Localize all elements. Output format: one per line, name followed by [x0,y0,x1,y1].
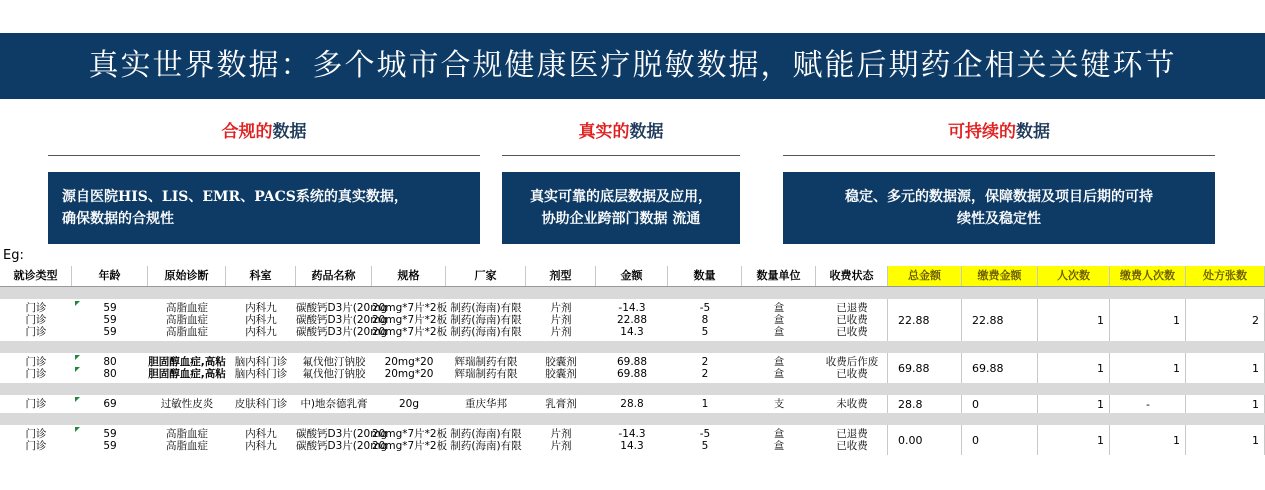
group-separator [0,383,1265,395]
table-cell: 门诊 [25,368,47,380]
table-cell: 5 [701,440,709,452]
table-cell: 未收费 [836,398,868,410]
table-cell: 高脂血症 [166,326,208,338]
table-cell: 片剂 [550,440,572,452]
table-cell: 高脂血症 [166,440,208,452]
table-cell: 已收费 [836,314,868,326]
grid-line [1185,299,1186,341]
column-header-visits: 人次数 [1038,266,1110,286]
aggregate-cell: 1 [1097,433,1104,447]
table-cell: 碳酸钙D3片(20mg [296,314,388,326]
table-cell: 已退费 [836,428,868,440]
table-cell: 制药(海南)有限 [450,428,522,440]
table-cell: 20mg*7片*2板 [372,326,448,338]
table-cell: 20mg*7片*2板 [372,314,448,326]
table-cell: 22.88 [616,314,648,326]
table-cell: 碳酸钙D3片(20mg [296,302,388,314]
aggregate-cell: 69.88 [898,361,930,375]
example-data-table [0,266,1265,476]
description-line: 稳定、多元的数据源，保障数据及项目后期的可持 [845,189,1153,205]
aggregate-cell: 0 [972,397,979,411]
column-header-visit-type: 就诊类型 [0,266,72,286]
table-cell: 脑内科门诊 [234,356,288,368]
table-cell: 门诊 [25,356,47,368]
grid-line [961,299,962,341]
table-cell: 内科九 [245,302,277,314]
table-cell: 制药(海南)有限 [450,440,522,452]
table-cell: 支 [773,398,785,410]
table-cell: 59 [103,302,117,314]
description-line: 确保数据的合规性 [62,211,174,227]
aggregate-cell: 22.88 [972,313,1004,327]
table-cell: 1 [701,398,709,410]
table-cell: 门诊 [25,428,47,440]
table-cell: 14.3 [620,326,644,338]
aggregate-cell: 1 [1097,313,1104,327]
cell-marker-icon [75,427,80,432]
title-banner [0,33,1265,99]
table-cell: 5 [701,326,709,338]
table-cell: 胶囊剂 [545,368,577,380]
table-cell: 内科九 [245,314,277,326]
grid-line [1037,299,1038,341]
table-cell: 69.88 [616,356,648,368]
grid-line [1037,353,1038,383]
table-cell: 胆固醇血症,高粘 [148,368,226,380]
column-heading-compliant [48,118,480,146]
table-cell: 20mg*7片*2板 [372,428,448,440]
grid-line [887,353,888,383]
column-header-manufacturer: 厂家 [446,266,526,286]
aggregate-cell: 0 [972,433,979,447]
column-header-drug-name: 药品名称 [296,266,372,286]
grid-line [961,395,962,413]
table-cell: 盒 [773,428,785,440]
table-cell: 门诊 [25,440,47,452]
table-cell: 门诊 [25,302,47,314]
table-cell: 59 [103,326,117,338]
column-header-paid-amount: 缴费金额 [962,266,1038,286]
column-header-department: 科室 [226,266,296,286]
description-box-compliant [48,172,480,244]
table-cell: 盒 [773,302,785,314]
aggregate-cell: 69.88 [972,361,1004,375]
table-cell: 已退费 [836,302,868,314]
column-header-prescriptions: 处方张数 [1186,266,1265,286]
table-cell: 80 [103,356,117,368]
table-cell: 14.3 [620,440,644,452]
table-cell: -14.3 [618,428,646,440]
grid-line [1037,395,1038,413]
table-cell: 80 [103,368,117,380]
aggregate-cell: 1 [1252,397,1259,411]
table-cell: 盒 [773,314,785,326]
table-cell: 碳酸钙D3片(20mg [296,428,388,440]
grid-line [1109,395,1110,413]
table-cell: 2 [701,368,709,380]
description-box-sustainable [783,172,1215,244]
divider-line [783,155,1215,156]
grid-line [961,353,962,383]
column-header-quantity: 数量 [668,266,742,286]
table-cell: 片剂 [550,428,572,440]
column-header-dosage-form: 剂型 [526,266,596,286]
table-cell: 内科九 [245,440,277,452]
table-cell: 制药(海南)有限 [450,314,522,326]
table-cell: 收费后作废 [825,356,879,368]
column-heading-sustainable [783,118,1215,146]
column-heading-rest: 数据 [1016,122,1050,142]
cell-marker-icon [75,397,80,402]
table-cell: 59 [103,428,117,440]
table-cell: 片剂 [550,302,572,314]
column-header-unit: 数量单位 [742,266,816,286]
grid-line [1185,353,1186,383]
column-header-spec: 规格 [372,266,446,286]
column-header-payment-status: 收费状态 [816,266,888,286]
description-line: 协助企业跨部门数据 流通 [541,211,701,227]
table-cell: 高脂血症 [166,314,208,326]
grid-line [1109,353,1110,383]
column-header-age: 年龄 [72,266,148,286]
grid-line [1185,395,1186,413]
table-cell: 片剂 [550,326,572,338]
description-box-real [502,172,740,244]
table-cell: 20g [398,398,420,410]
column-heading-accent: 合规的 [221,122,273,142]
aggregate-cell: 1 [1252,433,1259,447]
example-label: Eg: [3,248,24,263]
table-cell: 已收费 [836,326,868,338]
table-cell: 20mg*20 [384,356,434,368]
aggregate-cell: 1 [1252,361,1259,375]
grid-line [1037,425,1038,455]
table-cell: 已收费 [836,440,868,452]
banner-title: 真实世界数据：多个城市合规健康医疗脱敏数据，赋能后期药企相关关键环节 [88,48,1177,83]
table-cell: 胶囊剂 [545,356,577,368]
table-cell: 氟伐他汀钠胶 [302,368,366,380]
divider-line [48,155,480,156]
table-cell: 中)地奈德乳膏 [300,398,368,410]
table-cell: 过敏性皮炎 [160,398,214,410]
description-line: 续性及稳定性 [957,211,1041,227]
table-cell: 乳膏剂 [545,398,577,410]
table-cell: 20mg*20 [384,368,434,380]
table-cell: 20mg*7片*2板 [372,440,448,452]
table-cell: 69 [103,398,117,410]
grid-line [961,425,962,455]
table-cell: 制药(海南)有限 [450,302,522,314]
description-line: 真实可靠的底层数据及应用， [530,189,712,205]
divider-line [502,155,740,156]
cell-marker-icon [75,355,80,360]
table-cell: 脑内科门诊 [234,368,288,380]
aggregate-cell: 1 [1173,433,1180,447]
aggregate-cell: 22.88 [898,313,930,327]
table-cell: 碳酸钙D3片(20mg [296,326,388,338]
grid-line [1109,425,1110,455]
table-cell: 盒 [773,368,785,380]
column-header-amount: 金额 [596,266,668,286]
table-cell: -5 [699,428,711,440]
table-cell: 69.88 [616,368,648,380]
table-cell: 已收费 [836,368,868,380]
aggregate-cell: 0.00 [898,433,923,447]
table-cell: 氟伐他汀钠胶 [302,356,366,368]
table-cell: 盒 [773,326,785,338]
column-header-diagnosis: 原始诊断 [148,266,226,286]
table-cell: 高脂血症 [166,302,208,314]
table-cell: 盒 [773,356,785,368]
table-cell: 制药(海南)有限 [450,326,522,338]
table-cell: -5 [699,302,711,314]
grid-line [1109,299,1110,341]
table-cell: 门诊 [25,398,47,410]
table-cell: 片剂 [550,314,572,326]
table-cell: 20mg*7片*2板 [372,302,448,314]
cell-marker-icon [75,301,80,306]
column-heading-accent: 可持续的 [948,122,1016,142]
grid-line [887,425,888,455]
table-cell: 内科九 [245,326,277,338]
description-line: 源自医院HIS、LIS、EMR、PACS系统的真实数据， [62,189,408,205]
table-cell: 辉瑞制药有限 [454,368,518,380]
table-cell: -14.3 [618,302,646,314]
aggregate-cell: 1 [1097,361,1104,375]
aggregate-cell: 1 [1097,397,1104,411]
column-heading-rest: 数据 [272,122,307,142]
aggregate-cell: 28.8 [898,397,923,411]
group-separator [0,341,1265,353]
table-cell: 重庆华邦 [465,398,507,410]
column-header-total-amount: 总金额 [888,266,962,286]
cell-marker-icon [75,367,80,372]
aggregate-cell: 2 [1252,313,1259,327]
table-cell: 辉瑞制药有限 [454,356,518,368]
table-cell: 高脂血症 [166,428,208,440]
column-heading-real [502,118,740,146]
table-cell: 59 [103,440,117,452]
table-cell: 门诊 [25,326,47,338]
table-cell: 59 [103,314,117,326]
table-cell: 皮肤科门诊 [234,398,288,410]
table-cell: 8 [701,314,709,326]
column-heading-rest: 数据 [629,122,664,142]
group-separator [0,413,1265,425]
column-header-paid-visits: 缴费人次数 [1110,266,1186,286]
table-cell: 28.8 [620,398,644,410]
grid-line [887,299,888,341]
aggregate-cell: 1 [1173,361,1180,375]
table-cell: 内科九 [245,428,277,440]
grid-line [887,395,888,413]
table-cell: 胆固醇血症,高粘 [148,356,226,368]
table-cell: 2 [701,356,709,368]
table-cell: 碳酸钙D3片(20mg [296,440,388,452]
group-separator [0,287,1265,299]
aggregate-cell: 1 [1173,313,1180,327]
table-cell: 门诊 [25,314,47,326]
column-heading-accent: 真实的 [578,122,630,142]
aggregate-cell: - [1146,397,1150,411]
table-cell: 盒 [773,440,785,452]
grid-line [1185,425,1186,455]
